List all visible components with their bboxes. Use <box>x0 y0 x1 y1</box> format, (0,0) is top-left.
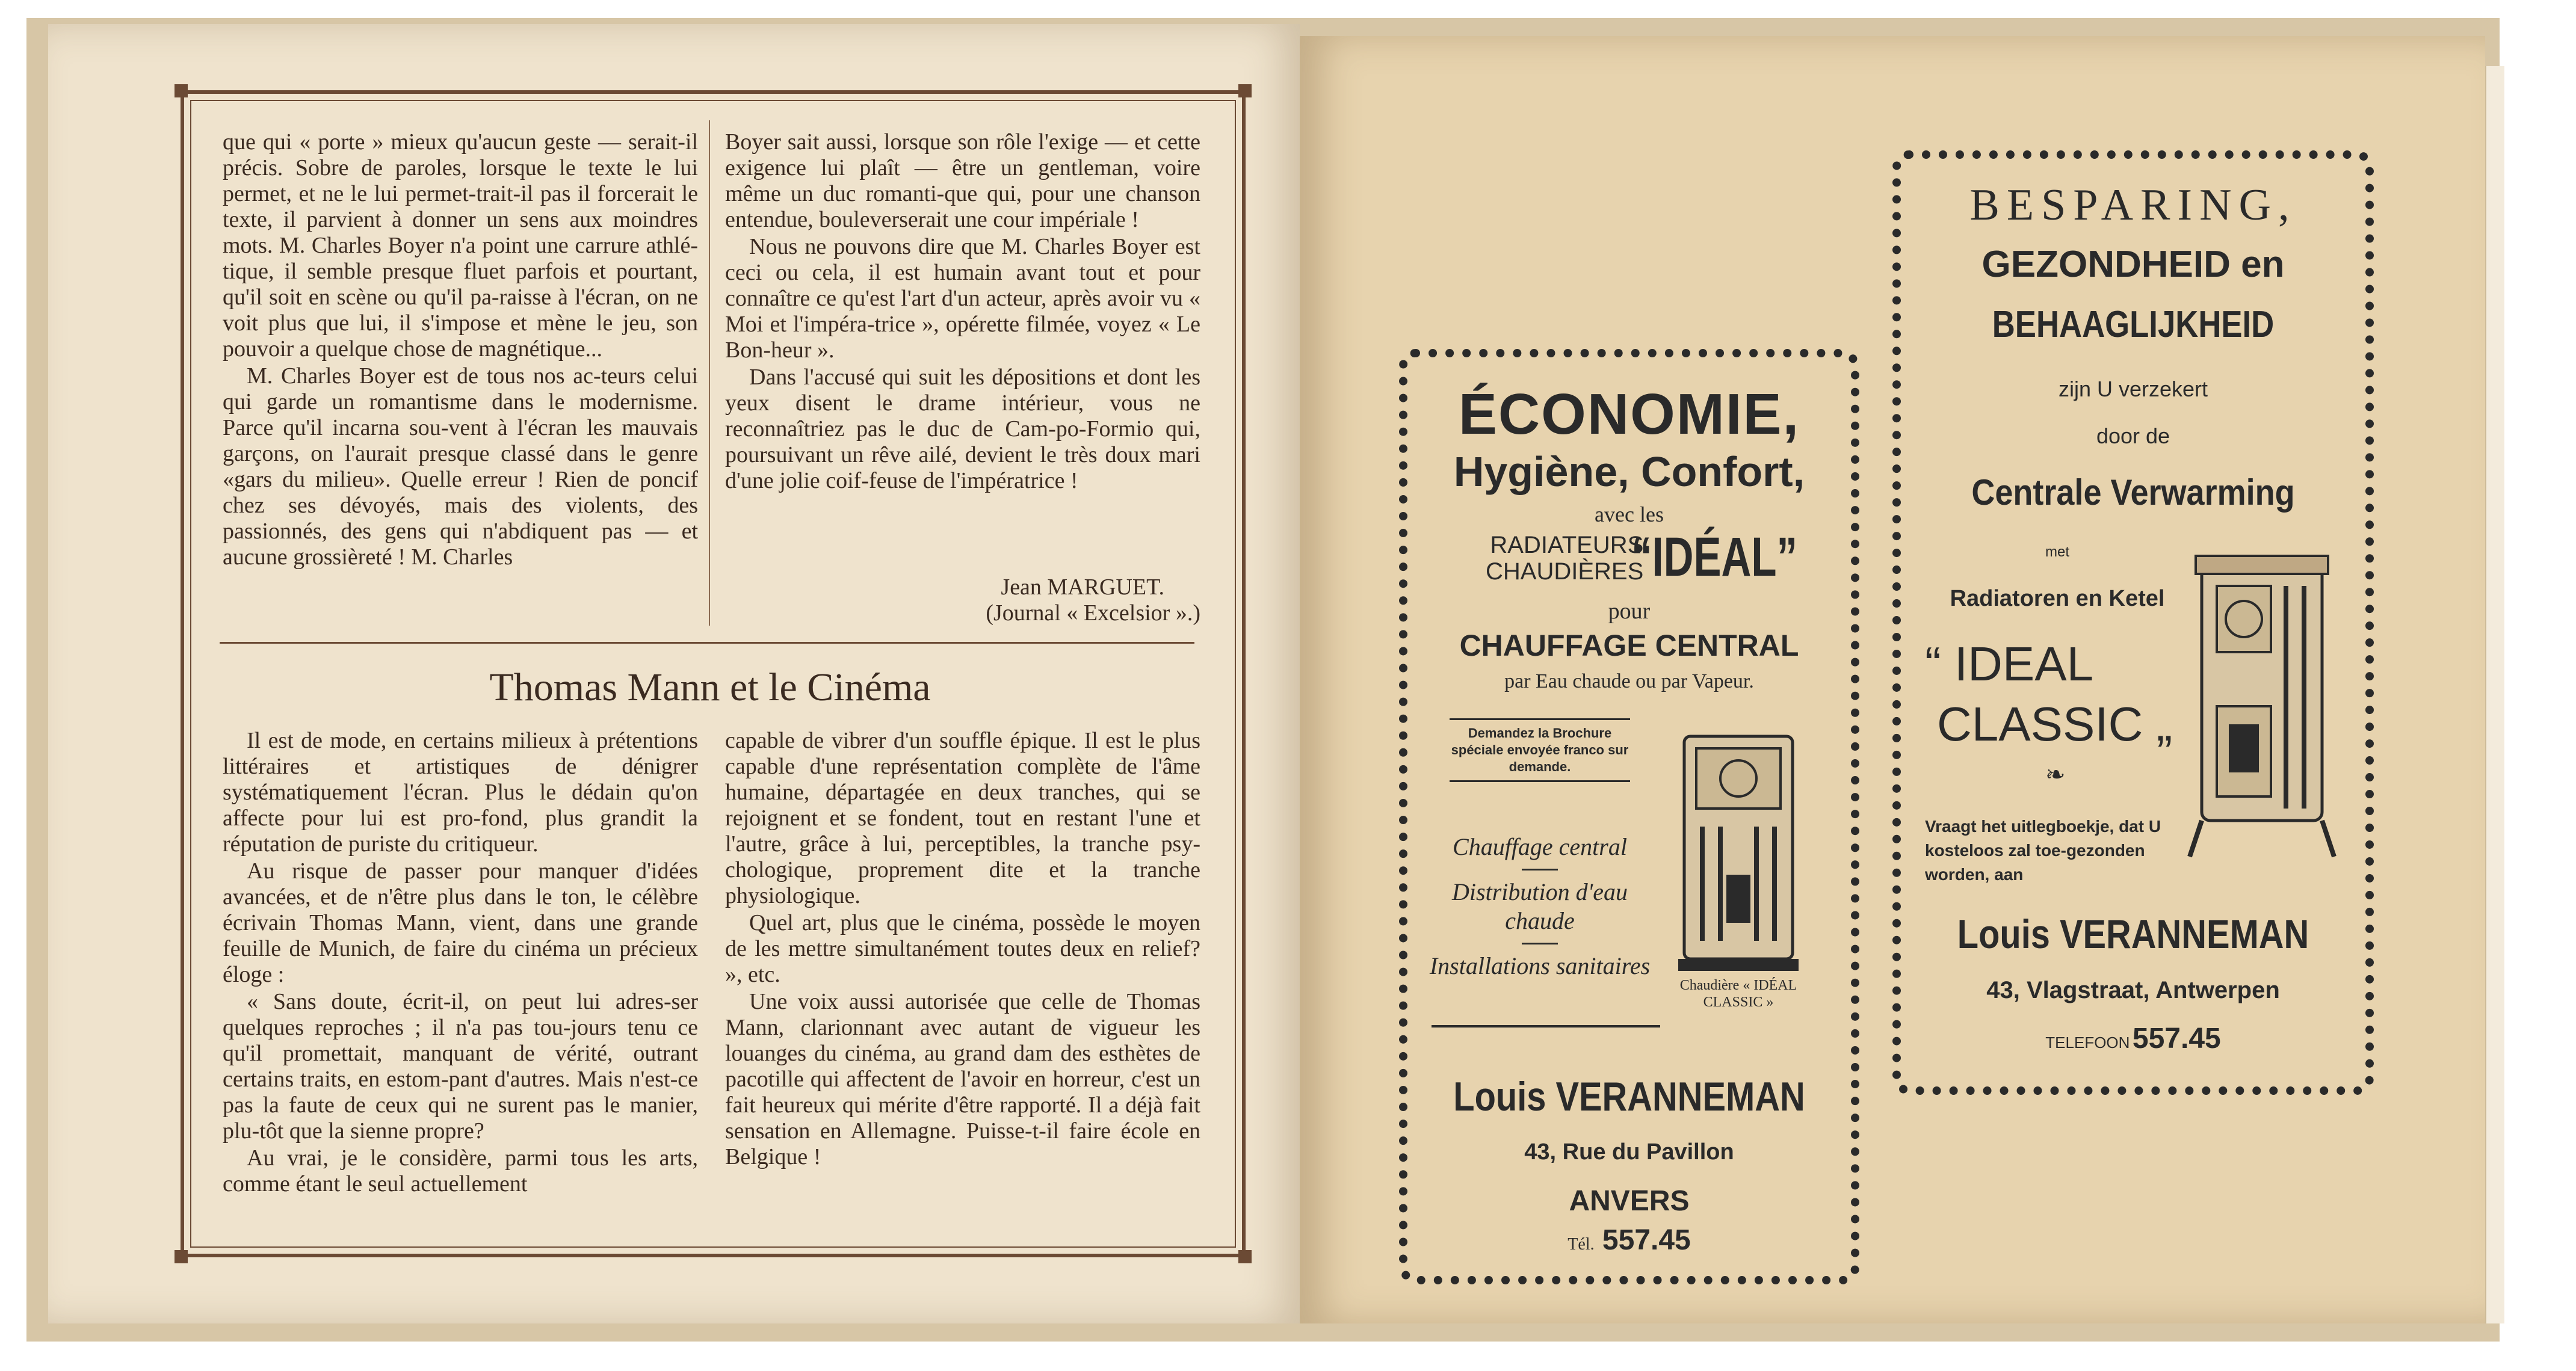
ad-text: met <box>2045 544 2069 560</box>
ad-description: Vraagt het uitlegboekje, dat U kosteloos zal toe-gezonden worden, aan <box>1925 817 2161 884</box>
ad-phone-number: 557.45 <box>1602 1224 1691 1256</box>
frame-corner-ornament <box>1238 1250 1252 1263</box>
ad-text: avec les <box>1595 502 1664 526</box>
ad-service: Installations sanitaires <box>1429 952 1651 979</box>
paragraph: « Sans doute, écrit-il, on peut lui adres-ser quelques reproches ; il n'a pas tou-jours tenu ce qu'il promettait, manquant de vérité, outrant certains traits, en estom-pant d'autres. Mais n'est-ce pas la faute de ceux qui ne surent pas le manier, plu-tôt que la sienne propre? <box>223 989 698 1144</box>
ad-service: Chauffage central <box>1453 833 1627 860</box>
ad-subheadline: Hygiène, Confort, <box>1453 448 1805 495</box>
paragraph: M. Charles Boyer est de tous nos ac-teurs celui qui garde un romantisme dans le modernisme. Parce qu'il incarna sou-vent à l'écran les mauvais garçons, on l'aurait presque classé dans le genre «gars du milieu». Quelle erreur ! Rien de poncif chez ses dévoyés, mais des violents, des passionnés, des gens qui n'abdiquent pas — et aucune grossièreté ! M. Charles <box>223 363 698 570</box>
paragraph: Quel art, plus que le cinéma, possède le moyen de les mettre simultanément toutes deux en relief? », etc. <box>725 910 1200 987</box>
ad-phone <box>1901 1022 2365 1055</box>
ad-company-name: Louis VERANNEMAN <box>1453 1074 1805 1120</box>
frame-corner-ornament <box>175 1250 188 1263</box>
ad-brand <box>1925 634 2172 754</box>
ad-phone-label: TELEFOON <box>2045 1034 2130 1052</box>
ad-address: 43, Vlagstraat, Antwerpen <box>1986 977 2280 1003</box>
ad-text: RADIATEURS <box>1490 532 1644 558</box>
ad-text: Radiatoren en Ketel <box>1950 586 2165 611</box>
ad-text: CHAUFFAGE CENTRAL <box>1459 629 1799 662</box>
article1-column1 <box>223 129 698 572</box>
ad-ideal-dutch <box>1892 150 2374 1095</box>
article2-title: Thomas Mann et le Cinéma <box>489 665 931 709</box>
ad-services <box>1419 833 1660 981</box>
column-divider <box>709 120 710 626</box>
ad-divider <box>1432 1025 1660 1027</box>
article2-column1 <box>223 728 698 1198</box>
paragraph: Dans l'accusé qui suit les dépositions et dont les yeux disent le drame intérieur, vous ne reconnaîtriez pas le duc de Cam-po-Formio qui, poursuivant un rêve ailé, devient le très doux mari d'une jolie coif-feuse de l'impératrice ! <box>725 365 1200 493</box>
ad-brochure-notice: Demandez la Brochure spéciale envoyée franco sur demande. <box>1450 718 1630 782</box>
ad-phone-number: 557.45 <box>2132 1023 2221 1055</box>
paragraph: Il est de mode, en certains milieux à prétentions littéraires et artistiques de dénigrer systématiquement l'écran. Plus le dédain qu'on affecte pour lui est pro-fond, plus grandit la réputation de puriste du critiqueur. <box>223 728 698 857</box>
signature-source: (Journal « Excelsior ».) <box>986 600 1200 626</box>
ornament-icon: ❧ <box>2045 761 2066 788</box>
ad-text: par Eau chaude ou par Vapeur. <box>1504 670 1754 692</box>
ad-text: CHAUDIÈRES <box>1486 558 1644 585</box>
article2-column2 <box>725 728 1200 1171</box>
paragraph: que qui « porte » mieux qu'aucun geste — serait-il précis. Sobre de paroles, lorsque le texte le lui permet, et ne le lui permet-trait-il pas il forcerait le texte, il parvient à donner un sens aux moindres mots. M. Charles Boyer n'a point une carrure athlé-tique, il semble presque fluet parfois et pourtant, qu'il soit en scène ou qu'il pa-raisse à l'écran, on ne voit plus que lui, il s'impose et mène le jeu, son pouvoir a quelque chose de magnétique... <box>223 129 698 362</box>
ad-brand: “IDÉAL” <box>1631 526 1797 588</box>
ad-phone <box>1407 1224 1851 1257</box>
ad-brand-line: “ IDEAL <box>1925 637 2094 691</box>
ad-company-name: Louis VERANNEMAN <box>1957 911 2309 957</box>
ad-text: pour <box>1608 599 1651 624</box>
paragraph: Au vrai, je le considère, parmi tous les arts, comme étant le seul actuellement <box>223 1145 698 1197</box>
ad-text: door de <box>2096 424 2170 448</box>
frame-corner-ornament <box>1238 84 1252 97</box>
ad-address: 43, Rue du Pavillon <box>1524 1139 1734 1165</box>
ad-product-types <box>1486 532 1643 585</box>
ad-phone-label: Tél. <box>1568 1235 1595 1254</box>
ad-headline: BESPARING, <box>1969 180 2297 230</box>
paragraph: Boyer sait aussi, lorsque son rôle l'exige — et cette exigence lui plaît — être un gentleman, voire même un duc romanti-que qui, pour une chanson entendue, bouleverserait une cour impériale ! <box>725 129 1200 232</box>
ad-brand-line: CLASSIC „ <box>1937 697 2173 751</box>
article1-column2 <box>725 129 1200 495</box>
paragraph: capable de vibrer d'un souffle épique. Il est le plus capable d'une représentation complète de l'âme humaine, départagée en deux tranches, qui se rejoignent et se fondent, tout en restant l'une et l'autre, grâce à lui, perceptibles, la tranche psy-chologique, proprement dite et la tranche physiologique. <box>725 728 1200 908</box>
frame-corner-ornament <box>175 84 188 97</box>
paragraph: Nous ne pouvons dire que M. Charles Boyer est ceci ou cela, il est humain avant tout et pour connaître ce qu'est l'art d'un acteur, après avoir vu « Moi et l'impéra-trice », opérette filmée, voyez « Le Bon-heur ». <box>725 234 1200 363</box>
boiler-caption: Chaudière « IDÉAL CLASSIC » <box>1679 978 1797 1010</box>
boiler-illustration <box>1666 724 1811 977</box>
ad-ideal-french <box>1399 349 1859 1284</box>
ad-city: ANVERS <box>1569 1185 1690 1217</box>
ad-text: zijn U verzekert <box>2058 377 2208 401</box>
paragraph: Au risque de passer pour manquer d'idées avancées, et de n'être plus dans le ton, le célèbre écrivain Thomas Mann, vient, dans une grande feuille de Munich, de faire du cinéma un précieux éloge : <box>223 858 698 987</box>
ad-service: Distribution d'eau chaude <box>1452 878 1628 934</box>
ad-headline: BEHAAGLIJKHEID <box>1992 304 2275 345</box>
ad-text: Centrale Verwarming <box>1971 472 2295 513</box>
paragraph: Une voix aussi autorisée que celle de Thomas Mann, clarionnant avec autant de vigueur les louanges du cinéma, au grand dam des esthètes de pacotille qui affectent de l'avoir en horreur, c'est un fait heureux qui mérite d'être rapporté. Il a déjà fait sensation en Allemagne. Puisse-t-il faire école en Belgique ! <box>725 989 1200 1169</box>
ad-headline: ÉCONOMIE, <box>1458 382 1800 446</box>
ad-headline: GEZONDHEID en <box>1981 244 2285 285</box>
signature-name: Jean MARGUET. <box>1001 575 1164 600</box>
signature <box>725 575 1200 626</box>
section-divider <box>220 642 1194 644</box>
page-edges <box>2485 66 2504 1323</box>
